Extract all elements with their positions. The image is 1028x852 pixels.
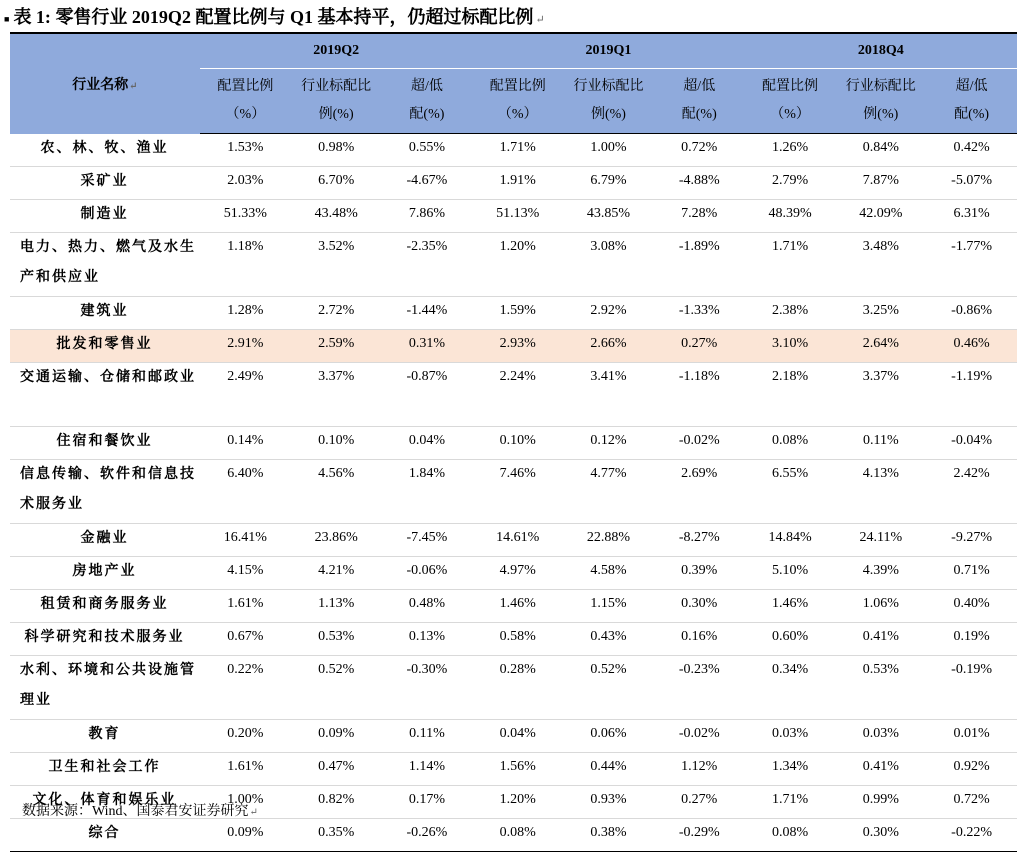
value-cell: 0.40% xyxy=(926,590,1017,623)
value-cell: 2.59% xyxy=(291,330,382,363)
value-cell: 1.00% xyxy=(563,134,654,167)
value-cell: 1.53% xyxy=(200,134,291,167)
paragraph-mark-icon: ↵ xyxy=(129,80,138,92)
column-header-line2: （%） xyxy=(770,107,810,122)
table-row xyxy=(10,753,1017,786)
value-cell: 1.46% xyxy=(472,590,563,623)
table-row xyxy=(10,656,1017,720)
value-cell: 0.41% xyxy=(835,623,926,656)
value-cell: 0.39% xyxy=(654,557,745,590)
value-cell: 0.27% xyxy=(654,786,745,819)
industry-name-header-label: 行业名称 xyxy=(72,77,129,93)
value-cell: 1.91% xyxy=(472,167,563,200)
value-cell: 0.55% xyxy=(382,134,473,167)
table-row xyxy=(10,330,1017,363)
value-cell: 0.44% xyxy=(563,753,654,786)
value-cell: 0.67% xyxy=(200,623,291,656)
value-cell: 1.46% xyxy=(745,590,836,623)
value-cell: 0.41% xyxy=(835,753,926,786)
column-header-line1: 超/低 xyxy=(683,79,716,94)
table-body xyxy=(10,134,1017,852)
industry-name: 建筑业 xyxy=(80,304,129,319)
value-cell: 7.46% xyxy=(472,460,563,524)
value-cell: -0.30% xyxy=(382,656,473,720)
value-cell: 0.19% xyxy=(926,623,1017,656)
value-cell: 1.61% xyxy=(200,590,291,623)
table-row xyxy=(10,819,1017,852)
value-cell: -0.02% xyxy=(654,427,745,460)
value-cell: -0.06% xyxy=(382,557,473,590)
value-cell: 2.91% xyxy=(200,330,291,363)
value-cell: 0.98% xyxy=(291,134,382,167)
column-header xyxy=(472,69,563,134)
industry-name: 卫生和社会工作 xyxy=(48,760,161,775)
value-cell: 7.86% xyxy=(382,200,473,233)
column-header-line2: 配(%) xyxy=(681,107,717,122)
value-cell: 0.58% xyxy=(472,623,563,656)
value-cell: 6.40% xyxy=(200,460,291,524)
value-cell: 0.16% xyxy=(654,623,745,656)
table-title-text: 零售行业 2019Q2 配置比例与 Q1 基本持平，仍超过标配比例 xyxy=(55,7,534,27)
value-cell: -9.27% xyxy=(926,524,1017,557)
value-cell: 1.56% xyxy=(472,753,563,786)
value-cell: 0.09% xyxy=(291,720,382,753)
value-cell: 0.84% xyxy=(835,134,926,167)
value-cell: 4.21% xyxy=(291,557,382,590)
column-header-line1: 超/低 xyxy=(410,79,443,94)
value-cell: 43.85% xyxy=(563,200,654,233)
value-cell: 1.18% xyxy=(200,233,291,297)
value-cell: 4.15% xyxy=(200,557,291,590)
value-cell: 1.71% xyxy=(745,786,836,819)
value-cell: 0.38% xyxy=(563,819,654,852)
column-header-line1: 配置比例 xyxy=(762,79,819,94)
industry-name-cell xyxy=(10,460,200,524)
value-cell: 0.08% xyxy=(745,819,836,852)
value-cell: -1.18% xyxy=(654,363,745,427)
table-row xyxy=(10,363,1017,427)
value-cell: -5.07% xyxy=(926,167,1017,200)
industry-name-cell xyxy=(10,590,200,623)
column-header-line1: 行业标配比 xyxy=(573,79,644,94)
industry-name: 科学研究和技术服务业 xyxy=(24,630,185,645)
paragraph-mark-icon: ↵ xyxy=(535,14,545,26)
industry-name-cell xyxy=(10,363,200,427)
industry-name-cell xyxy=(10,233,200,297)
value-cell: 3.48% xyxy=(835,233,926,297)
value-cell: 4.39% xyxy=(835,557,926,590)
value-cell: 2.92% xyxy=(563,297,654,330)
period-header: 2019Q1 xyxy=(472,33,744,69)
value-cell: 0.10% xyxy=(291,427,382,460)
value-cell: 2.18% xyxy=(745,363,836,427)
value-cell: 0.27% xyxy=(654,330,745,363)
industry-name: 交通运输、仓储和邮政业 xyxy=(20,370,196,385)
column-header xyxy=(382,69,473,134)
value-cell: 3.52% xyxy=(291,233,382,297)
value-cell: 0.30% xyxy=(835,819,926,852)
value-cell: 1.15% xyxy=(563,590,654,623)
table-row xyxy=(10,233,1017,297)
value-cell: 4.58% xyxy=(563,557,654,590)
industry-name-cell xyxy=(10,167,200,200)
industry-name: 综合 xyxy=(88,826,121,841)
value-cell: 2.38% xyxy=(745,297,836,330)
value-cell: 51.33% xyxy=(200,200,291,233)
industry-name: 制造业 xyxy=(80,207,129,222)
allocation-table xyxy=(10,32,1017,852)
column-header-line2: 例(%) xyxy=(590,107,626,122)
value-cell: 6.55% xyxy=(745,460,836,524)
value-cell: -0.23% xyxy=(654,656,745,720)
value-cell: 0.99% xyxy=(835,786,926,819)
value-cell: 0.04% xyxy=(472,720,563,753)
column-header-line2: 例(%) xyxy=(863,107,899,122)
value-cell: 1.14% xyxy=(382,753,473,786)
value-cell: 0.08% xyxy=(745,427,836,460)
value-cell: 3.08% xyxy=(563,233,654,297)
value-cell: 2.42% xyxy=(926,460,1017,524)
value-cell: -2.35% xyxy=(382,233,473,297)
value-cell: -0.87% xyxy=(382,363,473,427)
value-cell: 0.47% xyxy=(291,753,382,786)
value-cell: 0.30% xyxy=(654,590,745,623)
industry-name: 房地产业 xyxy=(72,564,137,579)
value-cell: 0.10% xyxy=(472,427,563,460)
value-cell: -1.33% xyxy=(654,297,745,330)
value-cell: 0.13% xyxy=(382,623,473,656)
value-cell: 0.82% xyxy=(291,786,382,819)
value-cell: 0.60% xyxy=(745,623,836,656)
table-row xyxy=(10,427,1017,460)
value-cell: 1.28% xyxy=(200,297,291,330)
value-cell: 1.06% xyxy=(835,590,926,623)
value-cell: -1.19% xyxy=(926,363,1017,427)
industry-name-cell xyxy=(10,330,200,363)
value-cell: -0.29% xyxy=(654,819,745,852)
value-cell: 0.52% xyxy=(291,656,382,720)
industry-name: 金融业 xyxy=(80,531,129,546)
table-row xyxy=(10,524,1017,557)
table-title-prefix: 表 1: xyxy=(13,7,51,27)
value-cell: 14.84% xyxy=(745,524,836,557)
column-header-line1: 配置比例 xyxy=(217,79,274,94)
value-cell: -0.86% xyxy=(926,297,1017,330)
value-cell: 0.11% xyxy=(382,720,473,753)
value-cell: 3.37% xyxy=(835,363,926,427)
value-cell: 0.42% xyxy=(926,134,1017,167)
value-cell: 0.46% xyxy=(926,330,1017,363)
value-cell: 1.34% xyxy=(745,753,836,786)
value-cell: 0.31% xyxy=(382,330,473,363)
value-cell: 2.64% xyxy=(835,330,926,363)
value-cell: 1.26% xyxy=(745,134,836,167)
column-header-line2: （%） xyxy=(225,107,266,122)
industry-name-cell xyxy=(10,297,200,330)
value-cell: 2.03% xyxy=(200,167,291,200)
value-cell: 23.86% xyxy=(291,524,382,557)
value-cell: 0.93% xyxy=(563,786,654,819)
industry-name-header xyxy=(10,33,200,134)
industry-name-cell xyxy=(10,623,200,656)
period-header: 2018Q4 xyxy=(745,33,1017,69)
value-cell: -1.89% xyxy=(654,233,745,297)
column-header xyxy=(745,69,836,134)
value-cell: 1.20% xyxy=(472,233,563,297)
value-cell: 0.71% xyxy=(926,557,1017,590)
value-cell: -0.02% xyxy=(654,720,745,753)
value-cell: 3.41% xyxy=(563,363,654,427)
header-period-row xyxy=(10,33,1017,69)
industry-name: 租赁和商务服务业 xyxy=(40,597,169,612)
value-cell: 1.59% xyxy=(472,297,563,330)
value-cell: 4.77% xyxy=(563,460,654,524)
value-cell: 2.69% xyxy=(654,460,745,524)
industry-name-cell xyxy=(10,557,200,590)
value-cell: 1.20% xyxy=(472,786,563,819)
industry-name: 教育 xyxy=(88,727,121,742)
value-cell: 6.79% xyxy=(563,167,654,200)
industry-name-cell xyxy=(10,720,200,753)
value-cell: 0.04% xyxy=(382,427,473,460)
value-cell: 1.00% xyxy=(200,786,291,819)
value-cell: 0.09% xyxy=(200,819,291,852)
data-source-text: 数据来源：Wind、国泰君安证券研究 xyxy=(22,804,249,819)
value-cell: 3.10% xyxy=(745,330,836,363)
value-cell: -0.04% xyxy=(926,427,1017,460)
industry-name: 水利、环境和公共设施管理业 xyxy=(20,663,196,708)
value-cell: 14.61% xyxy=(472,524,563,557)
industry-name: 文化、体育和娱乐业 xyxy=(32,793,177,808)
column-header-line2: （%） xyxy=(497,107,538,122)
industry-name: 信息传输、软件和信息技术服务业 xyxy=(20,467,196,512)
value-cell: 4.13% xyxy=(835,460,926,524)
value-cell: 3.37% xyxy=(291,363,382,427)
column-header xyxy=(835,69,926,134)
industry-name-cell xyxy=(10,524,200,557)
value-cell: 2.49% xyxy=(200,363,291,427)
column-header xyxy=(563,69,654,134)
value-cell: 2.24% xyxy=(472,363,563,427)
column-header-line2: 配(%) xyxy=(409,107,445,122)
value-cell: 0.12% xyxy=(563,427,654,460)
value-cell: 6.70% xyxy=(291,167,382,200)
table-row xyxy=(10,590,1017,623)
value-cell: 0.43% xyxy=(563,623,654,656)
column-header xyxy=(200,69,291,134)
value-cell: 24.11% xyxy=(835,524,926,557)
value-cell: 4.97% xyxy=(472,557,563,590)
table-row xyxy=(10,460,1017,524)
table-row xyxy=(10,557,1017,590)
value-cell: 2.79% xyxy=(745,167,836,200)
value-cell: 51.13% xyxy=(472,200,563,233)
value-cell: 42.09% xyxy=(835,200,926,233)
value-cell: 22.88% xyxy=(563,524,654,557)
industry-name-cell xyxy=(10,656,200,720)
value-cell: 0.20% xyxy=(200,720,291,753)
value-cell: 0.52% xyxy=(563,656,654,720)
value-cell: 3.25% xyxy=(835,297,926,330)
value-cell: 0.92% xyxy=(926,753,1017,786)
industry-name-cell xyxy=(10,753,200,786)
period-header: 2019Q2 xyxy=(200,33,472,69)
square-bullet-icon: ■ xyxy=(4,13,10,24)
table-row xyxy=(10,167,1017,200)
value-cell: 0.14% xyxy=(200,427,291,460)
value-cell: -0.26% xyxy=(382,819,473,852)
column-header-line1: 配置比例 xyxy=(489,79,546,94)
value-cell: 1.13% xyxy=(291,590,382,623)
industry-name: 电力、热力、燃气及水生产和供应业 xyxy=(20,240,196,285)
column-header-line1: 超/低 xyxy=(955,79,988,94)
value-cell: 0.35% xyxy=(291,819,382,852)
value-cell: 4.56% xyxy=(291,460,382,524)
value-cell: 2.93% xyxy=(472,330,563,363)
table-row xyxy=(10,134,1017,167)
column-header-line1: 行业标配比 xyxy=(845,79,916,94)
value-cell: 0.72% xyxy=(926,786,1017,819)
table-row xyxy=(10,720,1017,753)
industry-name: 住宿和餐饮业 xyxy=(56,434,153,449)
column-header-line1: 行业标配比 xyxy=(301,79,372,94)
value-cell: 0.17% xyxy=(382,786,473,819)
value-cell: -1.44% xyxy=(382,297,473,330)
value-cell: 1.84% xyxy=(382,460,473,524)
value-cell: -0.22% xyxy=(926,819,1017,852)
table-row xyxy=(10,623,1017,656)
value-cell: 0.08% xyxy=(472,819,563,852)
industry-name: 批发和零售业 xyxy=(56,337,153,352)
industry-name-cell xyxy=(10,134,200,167)
value-cell: 1.71% xyxy=(472,134,563,167)
table-row xyxy=(10,200,1017,233)
value-cell: 6.31% xyxy=(926,200,1017,233)
value-cell: -7.45% xyxy=(382,524,473,557)
value-cell: 2.72% xyxy=(291,297,382,330)
value-cell: 16.41% xyxy=(200,524,291,557)
value-cell: 7.28% xyxy=(654,200,745,233)
value-cell: 0.53% xyxy=(835,656,926,720)
value-cell: 48.39% xyxy=(745,200,836,233)
column-header xyxy=(654,69,745,134)
value-cell: 1.61% xyxy=(200,753,291,786)
value-cell: 0.53% xyxy=(291,623,382,656)
industry-name-cell xyxy=(10,819,200,852)
value-cell: -1.77% xyxy=(926,233,1017,297)
data-source-note xyxy=(22,800,258,820)
value-cell: 0.22% xyxy=(200,656,291,720)
value-cell: -8.27% xyxy=(654,524,745,557)
value-cell: 0.01% xyxy=(926,720,1017,753)
value-cell: 0.28% xyxy=(472,656,563,720)
paragraph-mark-icon: ↵ xyxy=(249,807,258,818)
table-row xyxy=(10,297,1017,330)
column-header-line2: 例(%) xyxy=(318,107,354,122)
value-cell: 0.48% xyxy=(382,590,473,623)
value-cell: 2.66% xyxy=(563,330,654,363)
industry-name: 采矿业 xyxy=(80,174,129,189)
value-cell: 1.71% xyxy=(745,233,836,297)
value-cell: 43.48% xyxy=(291,200,382,233)
value-cell: -4.67% xyxy=(382,167,473,200)
value-cell: 1.12% xyxy=(654,753,745,786)
industry-name-cell xyxy=(10,427,200,460)
industry-name: 农、林、牧、渔业 xyxy=(40,140,169,156)
value-cell: 0.03% xyxy=(835,720,926,753)
value-cell: 0.72% xyxy=(654,134,745,167)
value-cell: 0.34% xyxy=(745,656,836,720)
value-cell: 7.87% xyxy=(835,167,926,200)
value-cell: -0.19% xyxy=(926,656,1017,720)
value-cell: 0.06% xyxy=(563,720,654,753)
column-header xyxy=(926,69,1017,134)
value-cell: 0.11% xyxy=(835,427,926,460)
industry-name-cell xyxy=(10,200,200,233)
value-cell: -4.88% xyxy=(654,167,745,200)
value-cell: 5.10% xyxy=(745,557,836,590)
value-cell: 0.03% xyxy=(745,720,836,753)
column-header xyxy=(291,69,382,134)
column-header-line2: 配(%) xyxy=(954,107,990,122)
table-title xyxy=(4,4,545,30)
